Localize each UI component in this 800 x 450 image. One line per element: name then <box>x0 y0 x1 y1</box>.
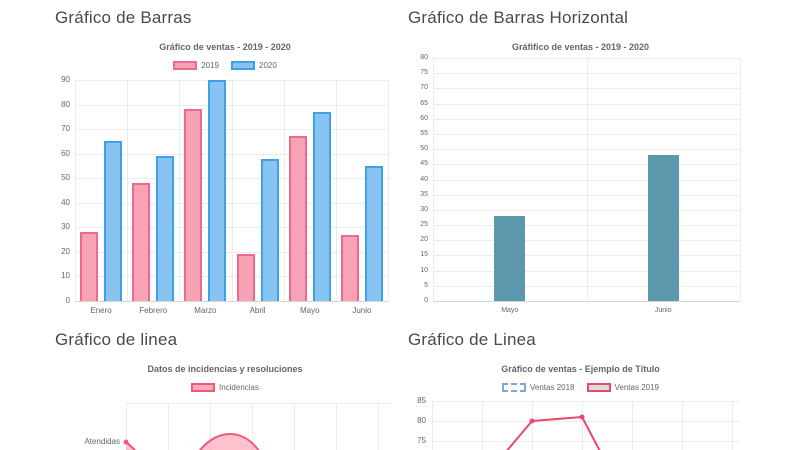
bar-chart-ventas-mayo-junio <box>408 36 753 330</box>
y-tick-label: 80 <box>420 54 428 61</box>
y-tick-label: 75 <box>417 436 426 445</box>
gridline-h <box>433 301 740 302</box>
legend-item-2019[interactable] <box>173 61 219 70</box>
bar-2020-febrero <box>156 156 174 301</box>
chart-title: Gráfico de ventas - Ejemplo de Título <box>501 364 660 374</box>
data-point <box>580 415 585 420</box>
legend-label: Ventas 2019 <box>614 382 659 392</box>
y-tick-label: 5 <box>424 281 428 289</box>
chart-title: Gráfico de ventas - 2019 - 2020 <box>159 42 291 52</box>
y-tick-label: 75 <box>420 69 428 77</box>
bar-2019-enero <box>80 232 98 301</box>
y-tick-label: 30 <box>61 222 70 232</box>
y-tick-label: 35 <box>420 190 428 198</box>
y-tick-label: 25 <box>420 221 428 229</box>
y-tick-label: 65 <box>420 99 428 107</box>
x-tick-label: Junio <box>654 307 672 314</box>
x-tick-label: Enero <box>90 306 112 315</box>
data-point <box>530 419 535 424</box>
y-category-label: Atendidas <box>84 437 120 446</box>
x-tick-label: Junio <box>352 306 372 315</box>
bar-2020-marzo <box>208 80 226 301</box>
line-chart-ventas-ejemplo <box>408 358 753 450</box>
y-tick-label: 0 <box>65 296 70 305</box>
y-tick-label: 55 <box>420 129 428 137</box>
gridline-h <box>75 301 388 302</box>
y-tick-label: 70 <box>420 84 428 92</box>
y-tick-label: 45 <box>420 160 428 168</box>
y-tick-label: 60 <box>420 114 428 122</box>
gridline-v <box>127 80 128 301</box>
x-tick-label: Febrero <box>139 306 168 315</box>
bar-2020-enero <box>104 141 122 301</box>
bar-2019-marzo <box>184 109 202 301</box>
y-tick-label: 20 <box>61 246 70 256</box>
x-tick-label: Mayo <box>501 307 519 314</box>
y-tick-label: 90 <box>61 75 70 84</box>
legend-swatch <box>173 61 197 70</box>
data-point <box>124 440 129 445</box>
series-path <box>505 417 601 450</box>
bar-2019-febrero <box>132 183 150 301</box>
legend-swatch <box>231 61 255 70</box>
bar-chart-ventas-2019-2020 <box>55 36 395 330</box>
y-tick-label: 50 <box>61 173 70 183</box>
y-tick-label: 80 <box>417 416 426 425</box>
gridline-v <box>740 58 741 301</box>
y-tick-label: 15 <box>420 251 428 259</box>
gridline-v <box>75 80 76 301</box>
section-heading-horizontal-bar-chart: Gráfico de Barras Horizontal <box>408 8 629 27</box>
bar-2019-junio <box>341 235 359 301</box>
y-tick-label: 50 <box>420 145 428 153</box>
y-tick-label: 70 <box>61 124 70 134</box>
y-tick-label: 30 <box>420 205 428 213</box>
section-heading-line-chart-2: Gráfico de Linea <box>408 330 536 349</box>
gridline-v <box>388 80 389 301</box>
gridline-v <box>179 80 180 301</box>
legend-label: Incidencias <box>218 382 260 392</box>
y-tick-label: 10 <box>61 271 70 281</box>
legend-label: Ventas 2018 <box>530 382 575 392</box>
legend-label: 2020 <box>259 60 277 70</box>
incidencias-series <box>55 358 395 450</box>
ventas-2019-series <box>408 358 753 450</box>
gridline-v <box>284 80 285 301</box>
y-tick-label: 10 <box>420 266 428 274</box>
bar-2019-mayo <box>289 136 307 301</box>
chart-title: Gráfifico de ventas - 2019 - 2020 <box>511 42 650 52</box>
y-tick-label: 20 <box>420 236 428 244</box>
y-tick-label: 80 <box>61 99 70 109</box>
chart-legend <box>55 59 395 71</box>
section-heading-bar-chart: Gráfico de Barras <box>55 8 192 27</box>
section-heading-line-chart-1: Gráfico de linea <box>55 330 178 349</box>
bar-ventas-mayo <box>494 216 525 301</box>
y-tick-label: 60 <box>61 148 70 158</box>
bar-2020-abril <box>261 159 279 301</box>
legend-label: 2019 <box>201 60 219 70</box>
line-chart-incidencias <box>55 358 395 450</box>
bar-ventas-junio <box>648 155 679 301</box>
y-tick-label: 85 <box>417 396 426 405</box>
chart-title: Datos de incidencias y resoluciones <box>147 364 303 374</box>
bar-2019-abril <box>237 254 255 301</box>
gridline-v <box>336 80 337 301</box>
bar-2020-junio <box>365 166 383 301</box>
gridline-v <box>587 58 588 301</box>
series-path <box>194 434 264 450</box>
x-tick-label: Abril <box>249 306 266 315</box>
legend-item-2020[interactable] <box>231 61 277 70</box>
gridline-v <box>232 80 233 301</box>
x-tick-label: Mayo <box>299 306 320 315</box>
y-tick-label: 40 <box>420 175 428 183</box>
y-tick-label: 40 <box>61 197 70 207</box>
gridline-v <box>433 58 434 301</box>
bar-2020-mayo <box>313 112 331 301</box>
x-tick-label: Marzo <box>194 306 217 315</box>
y-tick-label: 0 <box>424 297 428 304</box>
